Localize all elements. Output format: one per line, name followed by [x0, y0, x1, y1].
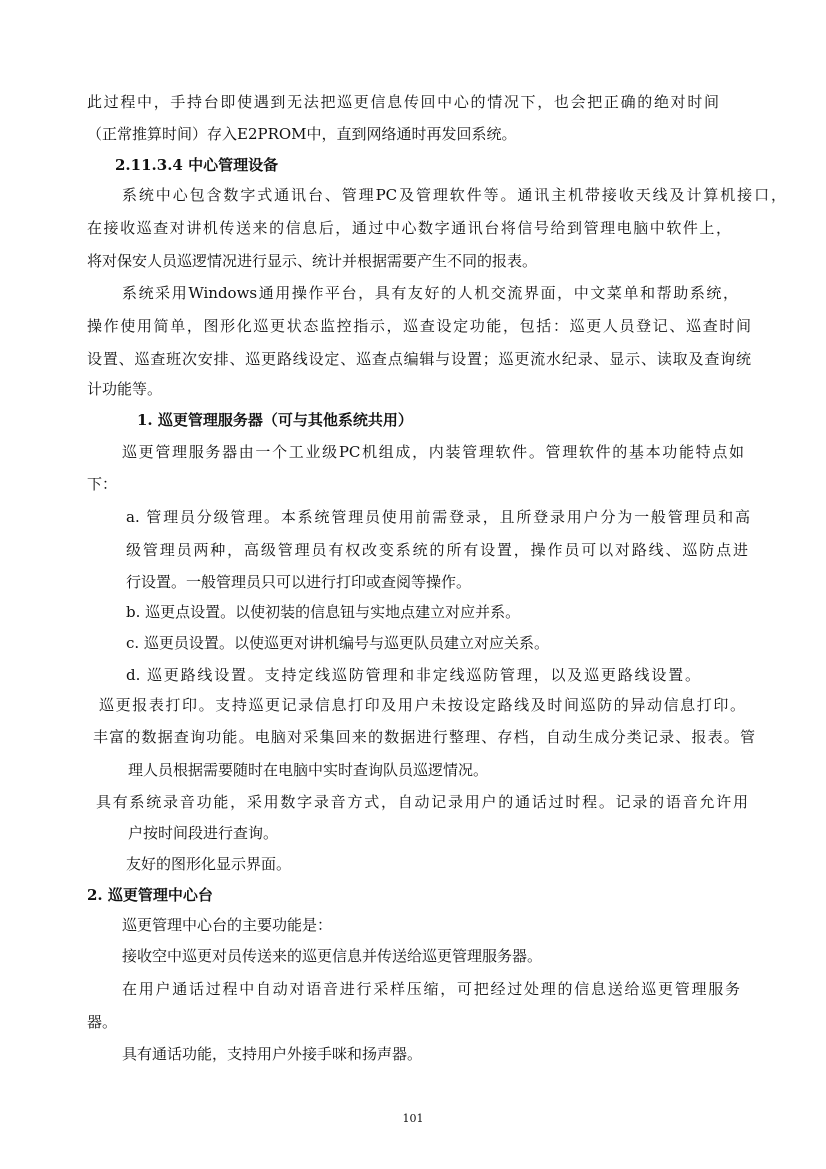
paragraph-line: （正常推算时间）存入E2PROM中，直到网络通时再发回系统。 [87, 125, 517, 143]
list-item-line: 丰富的数据查询功能。电脑对采集回来的数据进行整理、存档，自动生成分类记录、报表。管 [93, 728, 755, 746]
paragraph-line: 巡更管理服务器由一个工业级PC机组成，内装管理软件。管理软件的基本功能特点如 [122, 443, 744, 461]
paragraph-line: 下： [87, 475, 118, 493]
list-item-line: 户按时间段进行查询。 [128, 824, 279, 842]
paragraph-line: 巡更管理中心台的主要功能是： [122, 916, 333, 934]
page-number: 101 [402, 1112, 424, 1125]
section-heading: 2.11.3.4 中心管理设备 [115, 156, 279, 174]
paragraph-line: 系统中心包含数字式通讯台、管理PC及管理软件等。通讯主机带接收天线及计算机接口， [122, 186, 786, 204]
list-item-line: 理人员根据需要随时在电脑中实时查询队员巡逻情况。 [128, 761, 489, 779]
list-item-line: 级管理员两种，高级管理员有权改变系统的所有设置，操作员可以对路线、巡防点进 [126, 541, 748, 559]
list-item-line: 友好的图形化显示界面。 [126, 855, 292, 873]
list-item-line: d. 巡更路线设置。支持定线巡防管理和非定线巡防管理，以及巡更路线设置。 [126, 666, 700, 684]
paragraph-line: 系统采用Windows通用操作平台，具有友好的人机交流界面，中文菜单和帮助系统， [122, 284, 738, 302]
paragraph-line: 将对保安人员巡逻情况进行显示、统计并根据需要产生不同的报表。 [87, 252, 538, 270]
paragraph-line: 接收空中巡更对员传送来的巡更信息并传送给巡更管理服务器。 [122, 947, 543, 965]
list-item-line: 行设置。一般管理员只可以进行打印或查阅等操作。 [126, 573, 472, 591]
list-item-line: 具有系统录音功能，采用数字录音方式，自动记录用户的通话过时程。记录的语音允许用 [96, 793, 748, 811]
subsection-heading: 2. 巡更管理中心台 [87, 886, 213, 904]
paragraph-line: 在接收巡查对讲机传送来的信息后，通过中心数字通讯台将信号给到管理电脑中软件上， [87, 219, 731, 237]
list-item-line: c. 巡更员设置。以使巡更对讲机编号与巡更队员建立对应关系。 [126, 634, 549, 652]
paragraph-line: 具有通话功能，支持用户外接手咪和扬声器。 [122, 1045, 423, 1063]
paragraph-line: 计功能等。 [87, 380, 163, 398]
list-item-line: a. 管理员分级管理。本系统管理员使用前需登录，且所登录用户分为一般管理员和高 [126, 508, 750, 526]
paragraph-line: 此过程中，手持台即使遇到无法把巡更信息传回中心的情况下，也会把正确的绝对时间 [87, 93, 719, 111]
subsection-heading: 1. 巡更管理服务器（可与其他系统共用） [137, 411, 413, 429]
paragraph-line: 操作使用简单，图形化巡更状态监控指示，巡查设定功能，包括：巡更人员登记、巡查时间 [87, 317, 751, 335]
paragraph-line: 在用户通话过程中自动对语音进行采样压缩，可把经过处理的信息送给巡更管理服务 [122, 980, 740, 998]
paragraph-line: 设置、巡查班次安排、巡更路线设定、巡查点编辑与设置；巡更流水纪录、显示、读取及查询统 [87, 350, 751, 368]
paragraph-line: 器。 [87, 1013, 118, 1031]
list-item-line: b. 巡更点设置。以使初装的信息钮与实地点建立对应并系。 [126, 603, 521, 621]
list-item-line: 巡更报表打印。支持巡更记录信息打印及用户未按设定路线及时间巡防的异动信息打印。 [99, 696, 745, 714]
